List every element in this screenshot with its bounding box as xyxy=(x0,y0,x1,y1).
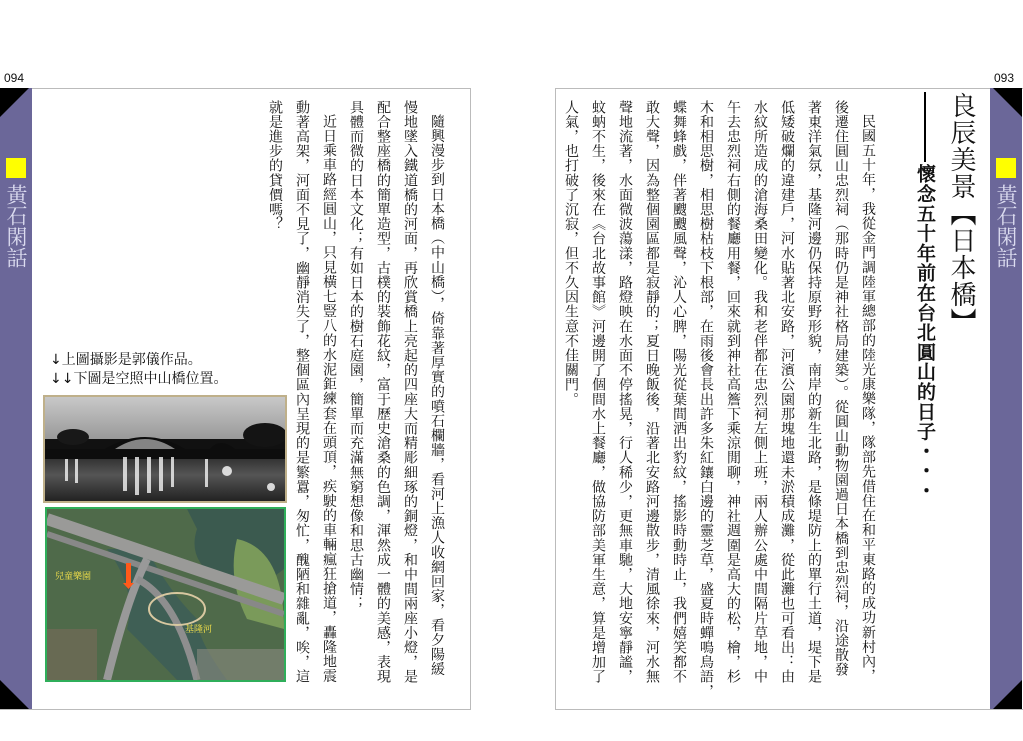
page-number-right: 093 xyxy=(994,71,1015,85)
left-side-tab xyxy=(0,88,32,709)
text-column: 就是進步的貸價嗎？ xyxy=(267,100,283,232)
yellow-marker-icon xyxy=(996,158,1016,178)
caption-top-photo: ↓上圖攝影是郭儀作品。 xyxy=(50,352,202,368)
text-column: 蝶舞蜂戲，伴著颼颼風聲，沁人心脾，陽光從葉間洒出豹紋，搖影時動時止，我們嬉笑都不 xyxy=(671,100,687,684)
left-body-text xyxy=(261,100,450,705)
tab-label: 黃石閑話 xyxy=(994,184,1018,268)
text-column: 民國五十年，我從金門調陸軍總部的陸光康樂隊，隊部先借住在和平東路的成功新村內， xyxy=(860,114,876,684)
text-column: 午去忠烈祠右側的餐廳用餐，回來就到神社高簷下乘涼閒聊，神社週圍是高大的松，檜，杉 xyxy=(725,100,741,684)
text-column: 人氣，也打破了沉寂，但不久因生意不佳關門。 xyxy=(563,100,579,407)
text-column: 近日乘車路經圓山，只見橫七豎八的水泥鉅練套在頭頂，疾駛的車輛瘋狂搶道，轟隆地震 xyxy=(321,114,337,684)
text-column: 水紋所造成的滄海桑田變化。我和老伴都在忠烈祠左側上班，兩人辦公處中間隔片草地，中 xyxy=(752,100,768,684)
article-title: 良辰美景【日本橋】 xyxy=(946,92,976,335)
text-column: 聲地流著，水面微波蕩漾，路燈映在水面不停搖晃，行人稀少，更無車馳，大地安寧靜謐， xyxy=(617,100,633,684)
text-column: 隨興漫步到日本橋（中山橋），倚靠著厚實的噴石欄牆，看河上漁人收網回家，看夕陽緩 xyxy=(429,114,445,677)
corner-triangle xyxy=(993,88,1022,117)
caption-aerial-photo: ↓↓下圖是空照中山橋位置。 xyxy=(50,371,228,387)
tab-label: 黃石閑話 xyxy=(4,184,28,268)
yellow-marker-icon xyxy=(6,158,26,178)
location-arrow-icon xyxy=(126,563,131,585)
right-side-tab xyxy=(990,88,1022,709)
text-column: 木和相思樹，相思樹枯枝下根部，在雨後會長出許多朱紅鑲白邊的靈芝草，盛夏時蟬鳴鳥語， xyxy=(698,100,714,699)
text-column: 具體而微的日本文化；有如日本的樹石庭園，簡單而充滿無窮想像和思古幽情； xyxy=(348,100,364,611)
subtitle-text: 懷念五十年前在台北圓山的日子・・・ xyxy=(914,164,936,501)
map-label-park: 兒童樂園 xyxy=(55,572,92,582)
page-number-left: 094 xyxy=(4,71,25,85)
corner-triangle xyxy=(0,88,29,117)
text-column: 動著高架，河面不見了，幽靜消失了，整個區內呈現的是繁囂，匆忙，醜陋和雜亂，唉，這 xyxy=(294,100,310,684)
em-dash-line xyxy=(924,92,926,162)
article-subtitle xyxy=(912,92,938,501)
text-column: 配合整座橋的簡單造型，古樸的裝飾花紋，富于歷史滄桑的色調，渾然成一體的美感，表現 xyxy=(375,100,391,684)
corner-triangle xyxy=(0,680,29,709)
bridge-night-photo xyxy=(43,395,287,503)
aerial-map-photo xyxy=(45,507,286,682)
corner-triangle xyxy=(993,680,1022,709)
right-body-text xyxy=(557,100,881,705)
text-column: 蚊蚋不生，後來在《台北故事館》河邊開了個間水上餐廳，做協防部美軍生意，算是增加了 xyxy=(590,100,606,684)
text-column: 後遷住圓山忠烈祠（那時仍是神社格局建築）。從圓山動物園過日本橋到忠烈祠，沿途散發 xyxy=(833,100,849,677)
text-column: 慢地墜入鐵道橋的河面，再欣賞橋上亮起的四座大而精彫細琢的銅燈，和中間兩座小燈，是 xyxy=(402,100,418,684)
text-column: 敢大聲，因為整個園區都是寂靜的；夏日晚飯後，沿著北安路河邊散步，清風徐來，河水無 xyxy=(644,100,660,684)
bridge-silhouette xyxy=(45,397,285,501)
text-column: 低矮破爛的違建戶，河水貼著北安路，河濱公園那塊地還未淤積成灘，從此灘也可看出：由 xyxy=(779,100,795,684)
text-column: 著東洋氣氛，基隆河邊仍保持原野形貌，南岸的新生北路，是條堤防上的單行土道，堤下是 xyxy=(806,100,822,684)
aerial-view xyxy=(47,509,284,680)
map-label-river: 基隆河 xyxy=(185,625,213,635)
